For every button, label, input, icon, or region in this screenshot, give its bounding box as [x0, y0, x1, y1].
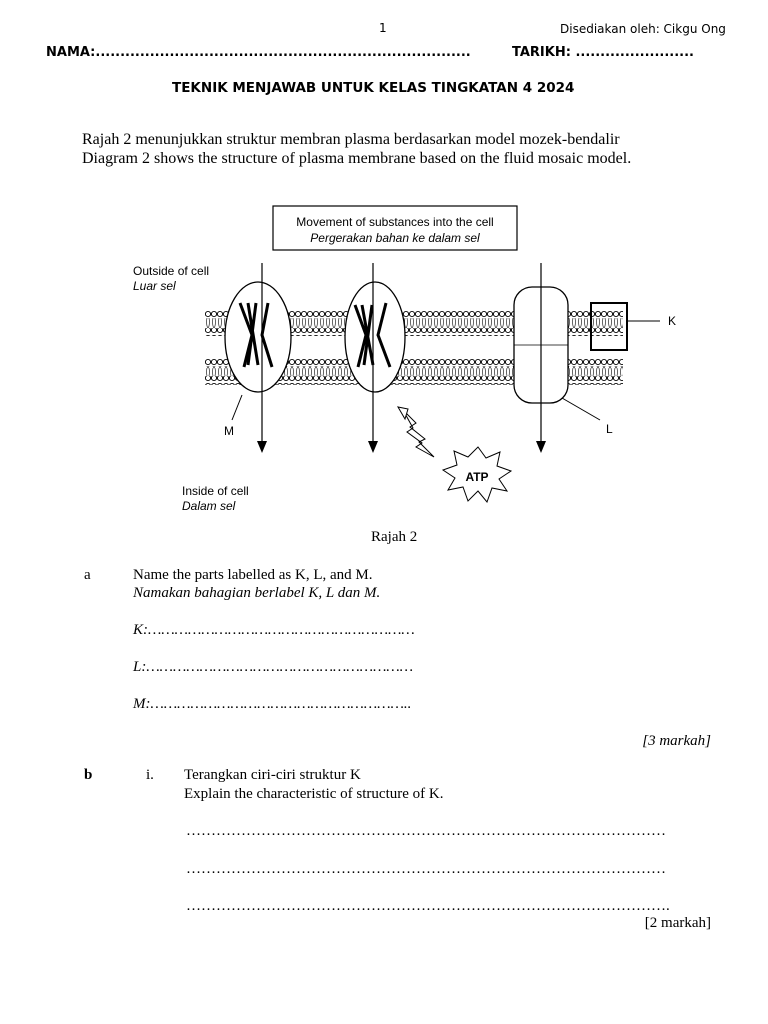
atp-label: ATP: [465, 470, 489, 484]
page-number: 1: [379, 21, 387, 35]
outside-cell-label-my: Luar sel: [133, 279, 176, 293]
question-a-text-my: Namakan bahagian berlabel K, L dan M.: [133, 585, 381, 601]
answer-l-line: L:……………………………………………………: [133, 659, 414, 675]
carrier-protein-m: [225, 263, 291, 453]
nama-field: NAMA:............................................................................: [46, 45, 471, 60]
label-k: K: [668, 314, 677, 328]
inside-cell-label-my: Dalam sel: [182, 499, 236, 513]
question-b-roman: i.: [146, 767, 154, 783]
prepared-by: Disediakan oleh: Cikgu Ong: [560, 22, 726, 36]
intro-malay: Rajah 2 menunjukkan struktur membran plasma berdasarkan model mozek-bendalir: [82, 131, 620, 148]
label-m: M: [224, 424, 234, 438]
question-b-text-en: Explain the characteristic of structure of K.: [184, 786, 444, 802]
answer-b-line-2: ……………………………………………………………………………………: [186, 861, 666, 877]
question-b-text-my: Terangkan ciri-ciri struktur K: [184, 767, 361, 783]
page-title: TEKNIK MENJAWAB UNTUK KELAS TINGKATAN 4 2024: [172, 80, 575, 96]
tarikh-field: TARIKH: ........................: [512, 45, 694, 60]
channel-protein-l: [514, 263, 568, 453]
intro-english: Diagram 2 shows the structure of plasma membrane based on the fluid mosaic model.: [82, 150, 632, 167]
answer-b-line-3: …………………………………………………………………………………….: [186, 898, 670, 914]
outside-cell-label: Outside of cell: [133, 264, 210, 278]
answer-k-line: K:……………………………………………………: [133, 622, 415, 638]
inside-cell-label: Inside of cell: [182, 484, 249, 498]
diagram-caption: Rajah 2: [371, 529, 418, 545]
question-a-marks: [3 markah]: [642, 733, 711, 749]
box-line-2: Pergerakan bahan ke dalam sel: [310, 231, 480, 245]
question-b-marks: [2 markah]: [644, 915, 711, 931]
question-b-letter: b: [84, 767, 93, 783]
energy-arrow-icon: [403, 410, 434, 457]
label-l: L: [606, 422, 613, 436]
answer-m-line: M:…………………………………………………..: [133, 696, 412, 712]
carrier-protein-atp: [345, 263, 405, 453]
answer-b-line-1: ……………………………………………………………………………………: [186, 823, 666, 839]
box-line-1: Movement of substances into the cell: [296, 215, 494, 229]
question-a-text-en: Name the parts labelled as K, L, and M.: [133, 567, 373, 583]
plasma-membrane-diagram: [0, 195, 768, 525]
question-a-letter: a: [84, 567, 91, 583]
